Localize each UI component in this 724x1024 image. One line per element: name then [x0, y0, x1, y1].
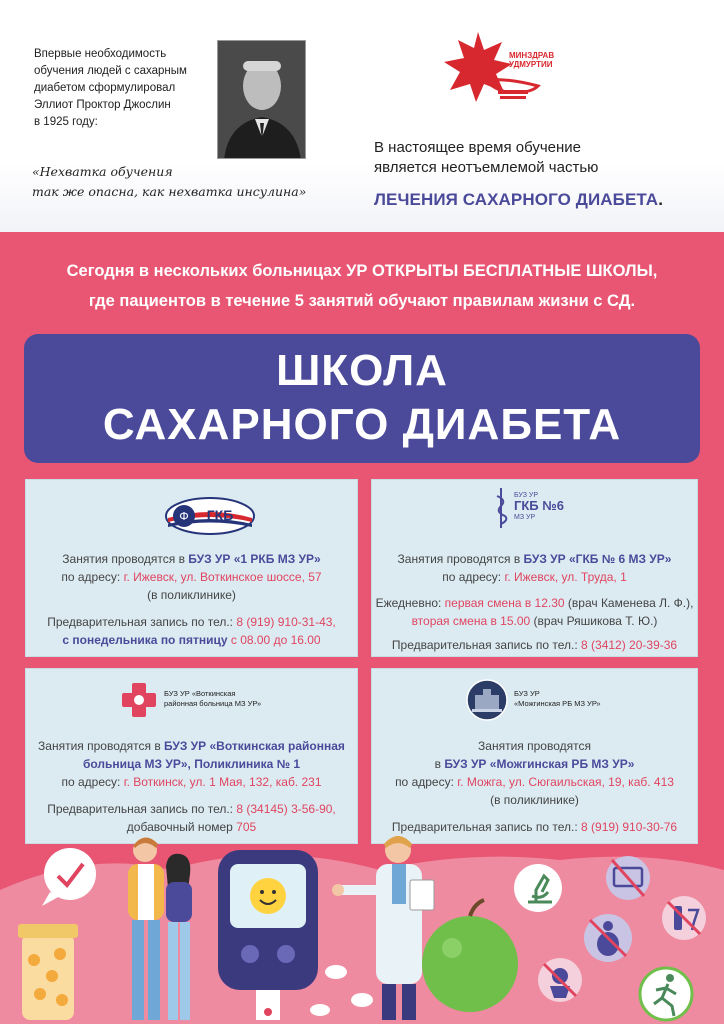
card-text: добавочный номер [126, 820, 237, 834]
card-3-body [26, 737, 357, 836]
joslin-quote [32, 162, 332, 202]
hospital-card-gkb6 [371, 479, 698, 657]
card-shift: вторая смена в 15.00 [411, 614, 531, 628]
pill-jar-icon [18, 924, 78, 1020]
intro-line: где пациентов в течение 5 занятий обучают правилам жизни с СД. [88, 292, 636, 310]
quote-intro [34, 46, 209, 131]
card-3-line [26, 755, 357, 773]
gkb6-logo-big: ГКБ №6 [514, 498, 564, 513]
running-person-icon [640, 968, 692, 1020]
quote-intro-line: диабетом сформулировал [34, 82, 176, 94]
card-hours: с 08.00 до 16.00 [227, 633, 321, 647]
card-2-line [372, 568, 697, 586]
now-strong-text: ЛЕЧЕНИЯ САХАРНОГО ДИАБЕТА [374, 190, 659, 209]
banner-line: ШКОЛА [276, 346, 448, 395]
rkb-logo-text: ГКБ [206, 507, 234, 523]
card-text: Предварительная запись по тел.: [391, 638, 582, 652]
card-text: (в поликлинике) [490, 793, 579, 807]
card-2-body [372, 550, 697, 654]
card-phone: 8 (919) 910-31-43, [236, 615, 336, 629]
card-text: Ежедневно: [375, 596, 445, 610]
logo-line: «Можгинская РБ МЗ УР» [514, 699, 601, 708]
card-text: Занятия проводятся [478, 739, 591, 753]
joslin-portrait [217, 40, 306, 159]
banner-line: САХАРНОГО ДИАБЕТА [102, 400, 622, 449]
card-2-line [372, 594, 697, 612]
now-text [374, 138, 598, 178]
card-address: г. Ижевск, ул. Воткинское шоссе, 57 [123, 570, 322, 584]
ministry-logo-icon [438, 28, 588, 116]
quote-intro-line: Эллиот Проктор Джослин [34, 99, 171, 111]
microscope-icon [514, 864, 562, 912]
gkb6-logo-small: БУЗ УР [514, 492, 539, 499]
card-address: г. Можга, ул. Сюгаильская, 19, каб. 413 [457, 775, 674, 789]
card-doctor: (врач Ряшикова Т. Ю.) [530, 614, 658, 628]
card-text: по адресу: [61, 775, 124, 789]
school-banner [24, 334, 700, 463]
hospital-card-mozhga [371, 668, 698, 844]
hospital-card-votkinsk [25, 668, 358, 844]
card-org: БУЗ УР «Воткинская районная [164, 739, 345, 753]
card-text: Предварительная запись по тел.: [47, 802, 237, 816]
card-4-line [372, 773, 697, 791]
logo-line: УДМУРТИИ [509, 60, 553, 69]
card-phone: 8 (34145) 3-56-90, [236, 802, 336, 816]
card-address: г. Воткинск, ул. 1 Мая, 132, каб. 231 [123, 775, 322, 789]
now-strong [374, 190, 663, 210]
no-overweight-icon [584, 914, 632, 962]
card-text: Занятия проводятся в [62, 552, 189, 566]
quote-intro-line: в 1925 году: [34, 116, 98, 128]
card-1-line [26, 586, 357, 604]
quote-line: «Нехватка обучения [32, 164, 173, 179]
quote-line: так же опасна, как нехватка инсулина» [32, 184, 307, 199]
card-extension: 705 [236, 820, 257, 834]
card-org: БУЗ УР «Можгинская РБ МЗ УР» [444, 757, 635, 771]
votkinsk-logo-text [164, 689, 261, 709]
logo-line: районная больница МЗ УР» [164, 699, 262, 708]
intro-line: Сегодня в нескольких больницах УР ОТКРЫТЫ БЕСПЛАТНЫЕ ШКОЛЫ, [66, 262, 658, 280]
card-days: с понедельника по пятницу [62, 633, 228, 647]
bottom-illustration [0, 830, 724, 1024]
card-2-line [372, 550, 697, 568]
card-text: по адресу: [442, 570, 505, 584]
card-org: БУЗ УР «ГКБ № 6 МЗ УР» [523, 552, 672, 566]
logo-line: БУЗ УР «Воткинская [164, 689, 236, 698]
card-text: Предварительная запись по тел.: [47, 615, 237, 629]
no-tv-icon [606, 856, 650, 900]
card-org: больница МЗ УР», Поликлиника № 1 [82, 757, 301, 771]
card-3-line [26, 800, 357, 818]
svg-text:Ф: Ф [179, 510, 189, 523]
logo-line: БУЗ УР [514, 689, 540, 698]
card-address: г. Ижевск, ул. Труда, 1 [504, 570, 627, 584]
card-text: (в поликлинике) [147, 588, 236, 602]
card-1-line [26, 568, 357, 586]
card-text: Предварительная запись по тел.: [391, 820, 582, 834]
hospital-card-1rkb [25, 479, 358, 657]
card-4-body [372, 737, 697, 836]
card-phone: 8 (3412) 20-39-36 [581, 638, 678, 652]
no-sweets-icon [538, 958, 582, 1002]
card-3-line [26, 773, 357, 791]
card-shift: первая смена в 12.30 [444, 596, 565, 610]
now-strong-dot: . [658, 190, 664, 209]
card-text: по адресу: [395, 775, 458, 789]
card-2-line [372, 636, 697, 654]
card-2-line [372, 612, 697, 630]
card-text: Занятия проводятся в [38, 739, 165, 753]
card-phone: 8 (919) 910-30-76 [581, 820, 678, 834]
mozhga-logo-icon [466, 679, 508, 721]
rkb-logo-icon [164, 496, 256, 536]
header-section [0, 0, 724, 232]
now-line: является неотъемлемой частью [374, 159, 599, 176]
votkinsk-logo-icon [120, 681, 158, 719]
card-1-line [26, 613, 357, 631]
card-4-line [372, 791, 697, 809]
quote-intro-line: обучения людей с сахарным [34, 65, 187, 77]
quote-intro-line: Впервые необходимость [34, 48, 167, 60]
card-org: БУЗ УР «1 РКБ МЗ УР» [188, 552, 321, 566]
logo-line: МИНЗДРАВ [509, 51, 555, 60]
mozhga-logo-text [514, 689, 601, 709]
no-alcohol-icon [662, 896, 706, 940]
card-1-line [26, 631, 357, 649]
intro-text [0, 256, 724, 316]
couple-illustration [128, 837, 192, 1020]
card-text: Занятия проводятся в [397, 552, 524, 566]
now-line: В настоящее время обучение [374, 139, 582, 156]
ministry-logo-text [509, 51, 554, 69]
card-text: по адресу: [61, 570, 124, 584]
card-1-body [26, 550, 357, 649]
card-4-line [372, 755, 697, 773]
card-doctor: (врач Каменева Л. Ф.), [564, 596, 694, 610]
card-1-line [26, 550, 357, 568]
card-text: в [434, 757, 445, 771]
card-3-line [26, 737, 357, 755]
gkb6-logo-small: МЗ УР [514, 514, 536, 521]
card-4-line [372, 737, 697, 755]
